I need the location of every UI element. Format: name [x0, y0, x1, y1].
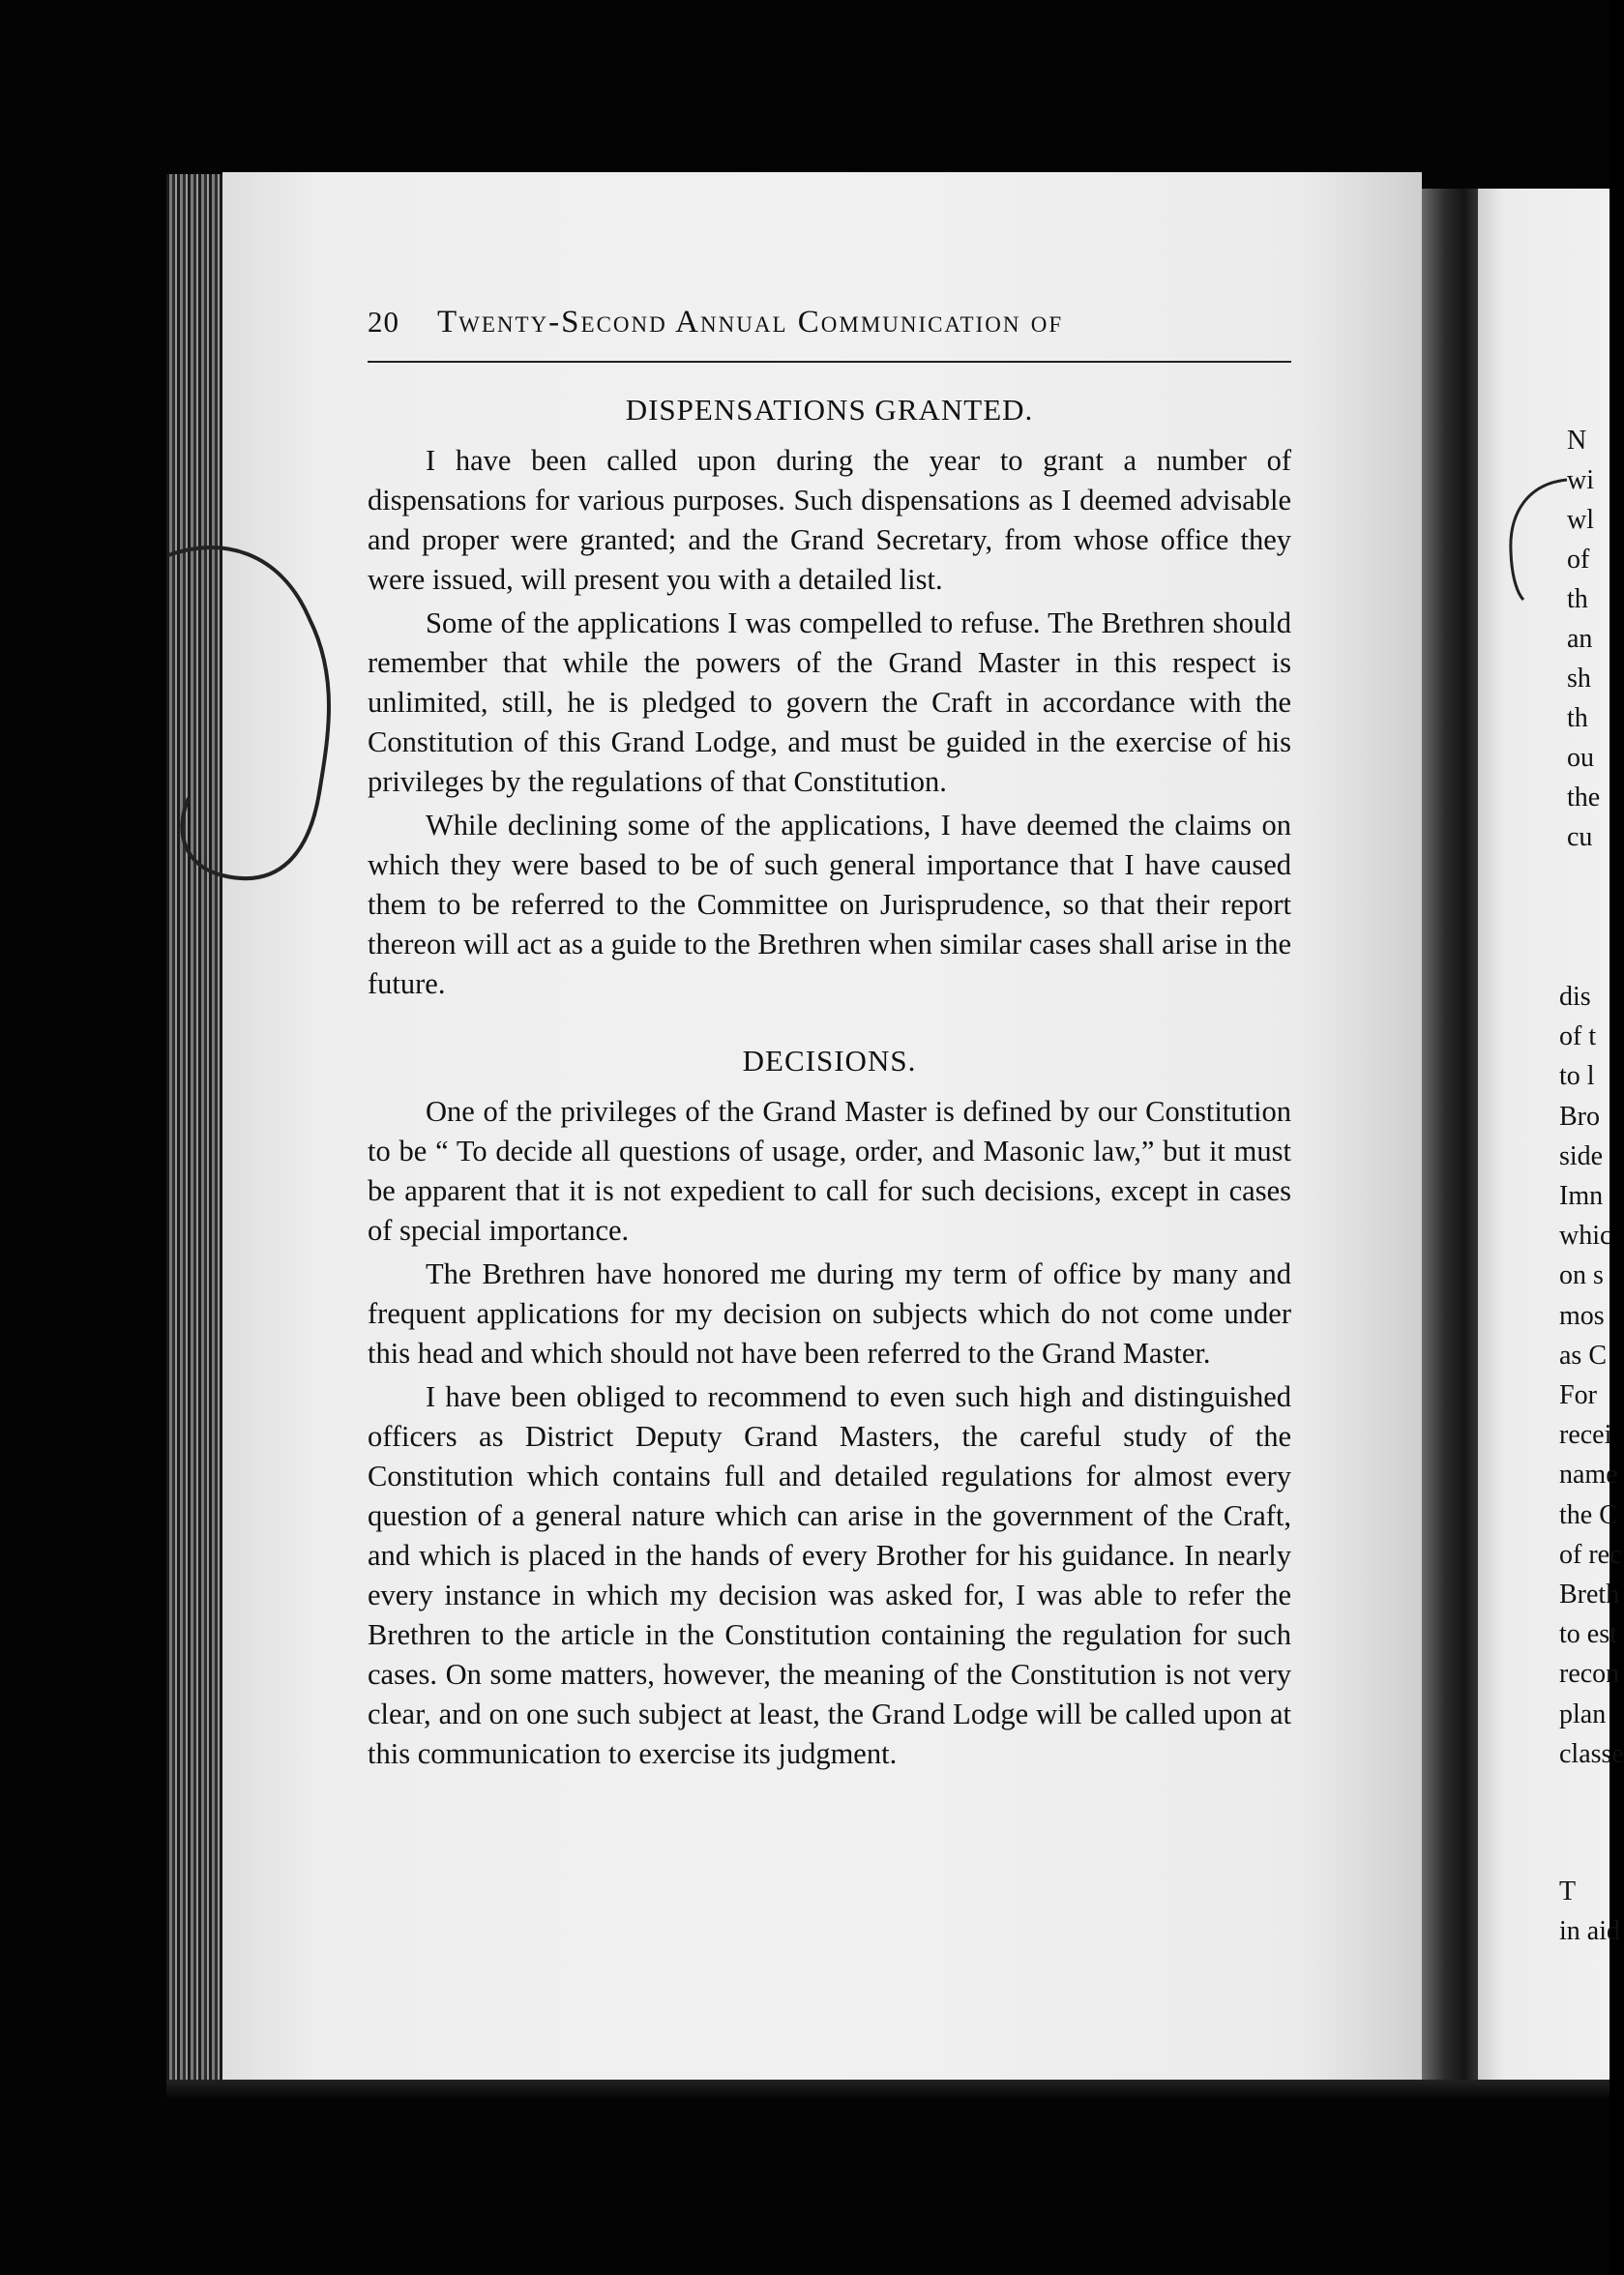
- facing-page-fragment: of: [1567, 545, 1590, 575]
- facing-page-fragment: dis: [1559, 982, 1591, 1012]
- paragraph: The Brethren have honored me during my term of office by many and frequent applications for my decision on subjects which do not come under this head and which should not have been referred to the Grand Master.: [368, 1257, 1291, 1371]
- running-head-title: Twenty-Second Annual Communication of: [437, 305, 1064, 340]
- facing-page-fragment: Imn: [1559, 1181, 1604, 1211]
- facing-page-fragment: Breth: [1559, 1580, 1620, 1610]
- facing-page-fragment: T: [1559, 1876, 1577, 1906]
- facing-page-fragment: to est: [1559, 1619, 1617, 1650]
- paragraph: While declining some of the applications, I have deemed the claims on which they were based to be of such general importance that I have caused them to be referred to the Committee on Jurisprudence, so that their report thereon will act as a guide to the Brethren when similar cases shall arise in the future.: [368, 809, 1291, 1001]
- paragraph: I have been obliged to recommend to even such high and distinguished officers as District Deputy Grand Masters, the careful study of the Constitution which contains full and detailed regulations for almost every question of a general nature which can arise in the government of the Craft, and which is placed in the hands of every Brother for his guidance. In nearly every instance in which my decision was asked for, I was able to refer the Brethren to the article in the Constitution containing the regulation for such cases. On some matters, however, the meaning of the Constitution is not very clear, and on one such subject at least, the Grand Lodge will be called upon at this communication to exercise its judgment.: [368, 1380, 1291, 1771]
- facing-page-fragment: to l: [1559, 1061, 1595, 1092]
- paragraph: I have been called upon during the year to grant a number of dispensations for various purposes. Such dispensations as I deemed advisable and proper were granted; and the Grand Secretary, from whose office they were issued, will present you with a detailed list.: [368, 444, 1291, 597]
- facing-page-fragment: wi: [1567, 465, 1594, 495]
- facing-page-fragment: ou: [1567, 743, 1594, 773]
- facing-page-fragment: wl: [1567, 505, 1594, 535]
- facing-page-fragment: the C: [1559, 1499, 1617, 1530]
- facing-page-fragment: in aid: [1559, 1916, 1620, 1946]
- facing-page-fragment: as C: [1559, 1340, 1607, 1371]
- facing-page: [1478, 189, 1624, 2084]
- facing-page-fragment: recon: [1559, 1659, 1620, 1690]
- facing-page-fragment: For: [1559, 1380, 1597, 1410]
- facing-page-fragment: mos: [1559, 1300, 1605, 1331]
- facing-page-fragment: classe: [1559, 1738, 1624, 1769]
- pen-annotation-mark: [164, 542, 358, 909]
- paragraph: One of the privileges of the Grand Master is defined by our Constitution to be “ To decide all questions of usage, order, and Masonic law,” but it must be apparent that it is not expedient to call for such decisions, except in cases of special importance.: [368, 1095, 1291, 1248]
- facing-page-fragment: th: [1567, 703, 1588, 733]
- section-heading-decisions: DECISIONS.: [742, 1044, 917, 1078]
- section-heading-dispensations: DISPENSATIONS GRANTED.: [625, 393, 1034, 427]
- facing-page-fragment: th: [1567, 584, 1588, 614]
- facing-page-fragment: Bro: [1559, 1101, 1600, 1132]
- paragraph: Some of the applications I was compelled to refuse. The Brethren should remember that while the powers of the Grand Master in this respect is unlimited, still, he is pledged to govern the Craft in accordance with the Constitution of this Grand Lodge, and must be guided in the exercise of his privileges by the regulations of that Constitution.: [368, 606, 1291, 799]
- facing-page-fragment: on s: [1559, 1260, 1604, 1291]
- page-edges: [166, 174, 226, 2084]
- facing-page-fragment: an: [1567, 624, 1593, 654]
- page-content: [368, 305, 1291, 1778]
- facing-page-fragment: the: [1567, 783, 1601, 812]
- facing-page-fragment: of rec: [1559, 1539, 1622, 1570]
- facing-page-fragment: N: [1567, 426, 1587, 456]
- bottom-shadow: [166, 2080, 1609, 2099]
- book-gutter: [1422, 189, 1482, 2084]
- facing-page-fragment: of t: [1559, 1021, 1597, 1052]
- facing-page-fragment: cu: [1567, 822, 1593, 852]
- running-head: [368, 305, 1291, 353]
- header-rule: [368, 361, 1291, 363]
- page-number: 20: [368, 305, 399, 339]
- facing-page-fragment: whic: [1559, 1221, 1612, 1252]
- facing-page-fragment: sh: [1567, 664, 1591, 694]
- facing-page-fragment: plan: [1559, 1699, 1607, 1729]
- facing-page-fragment: side: [1559, 1140, 1604, 1171]
- facing-page-fragment: name: [1559, 1460, 1618, 1491]
- pen-annotation-mark-facing: [1499, 474, 1577, 609]
- facing-page-fragment: recei: [1559, 1420, 1612, 1451]
